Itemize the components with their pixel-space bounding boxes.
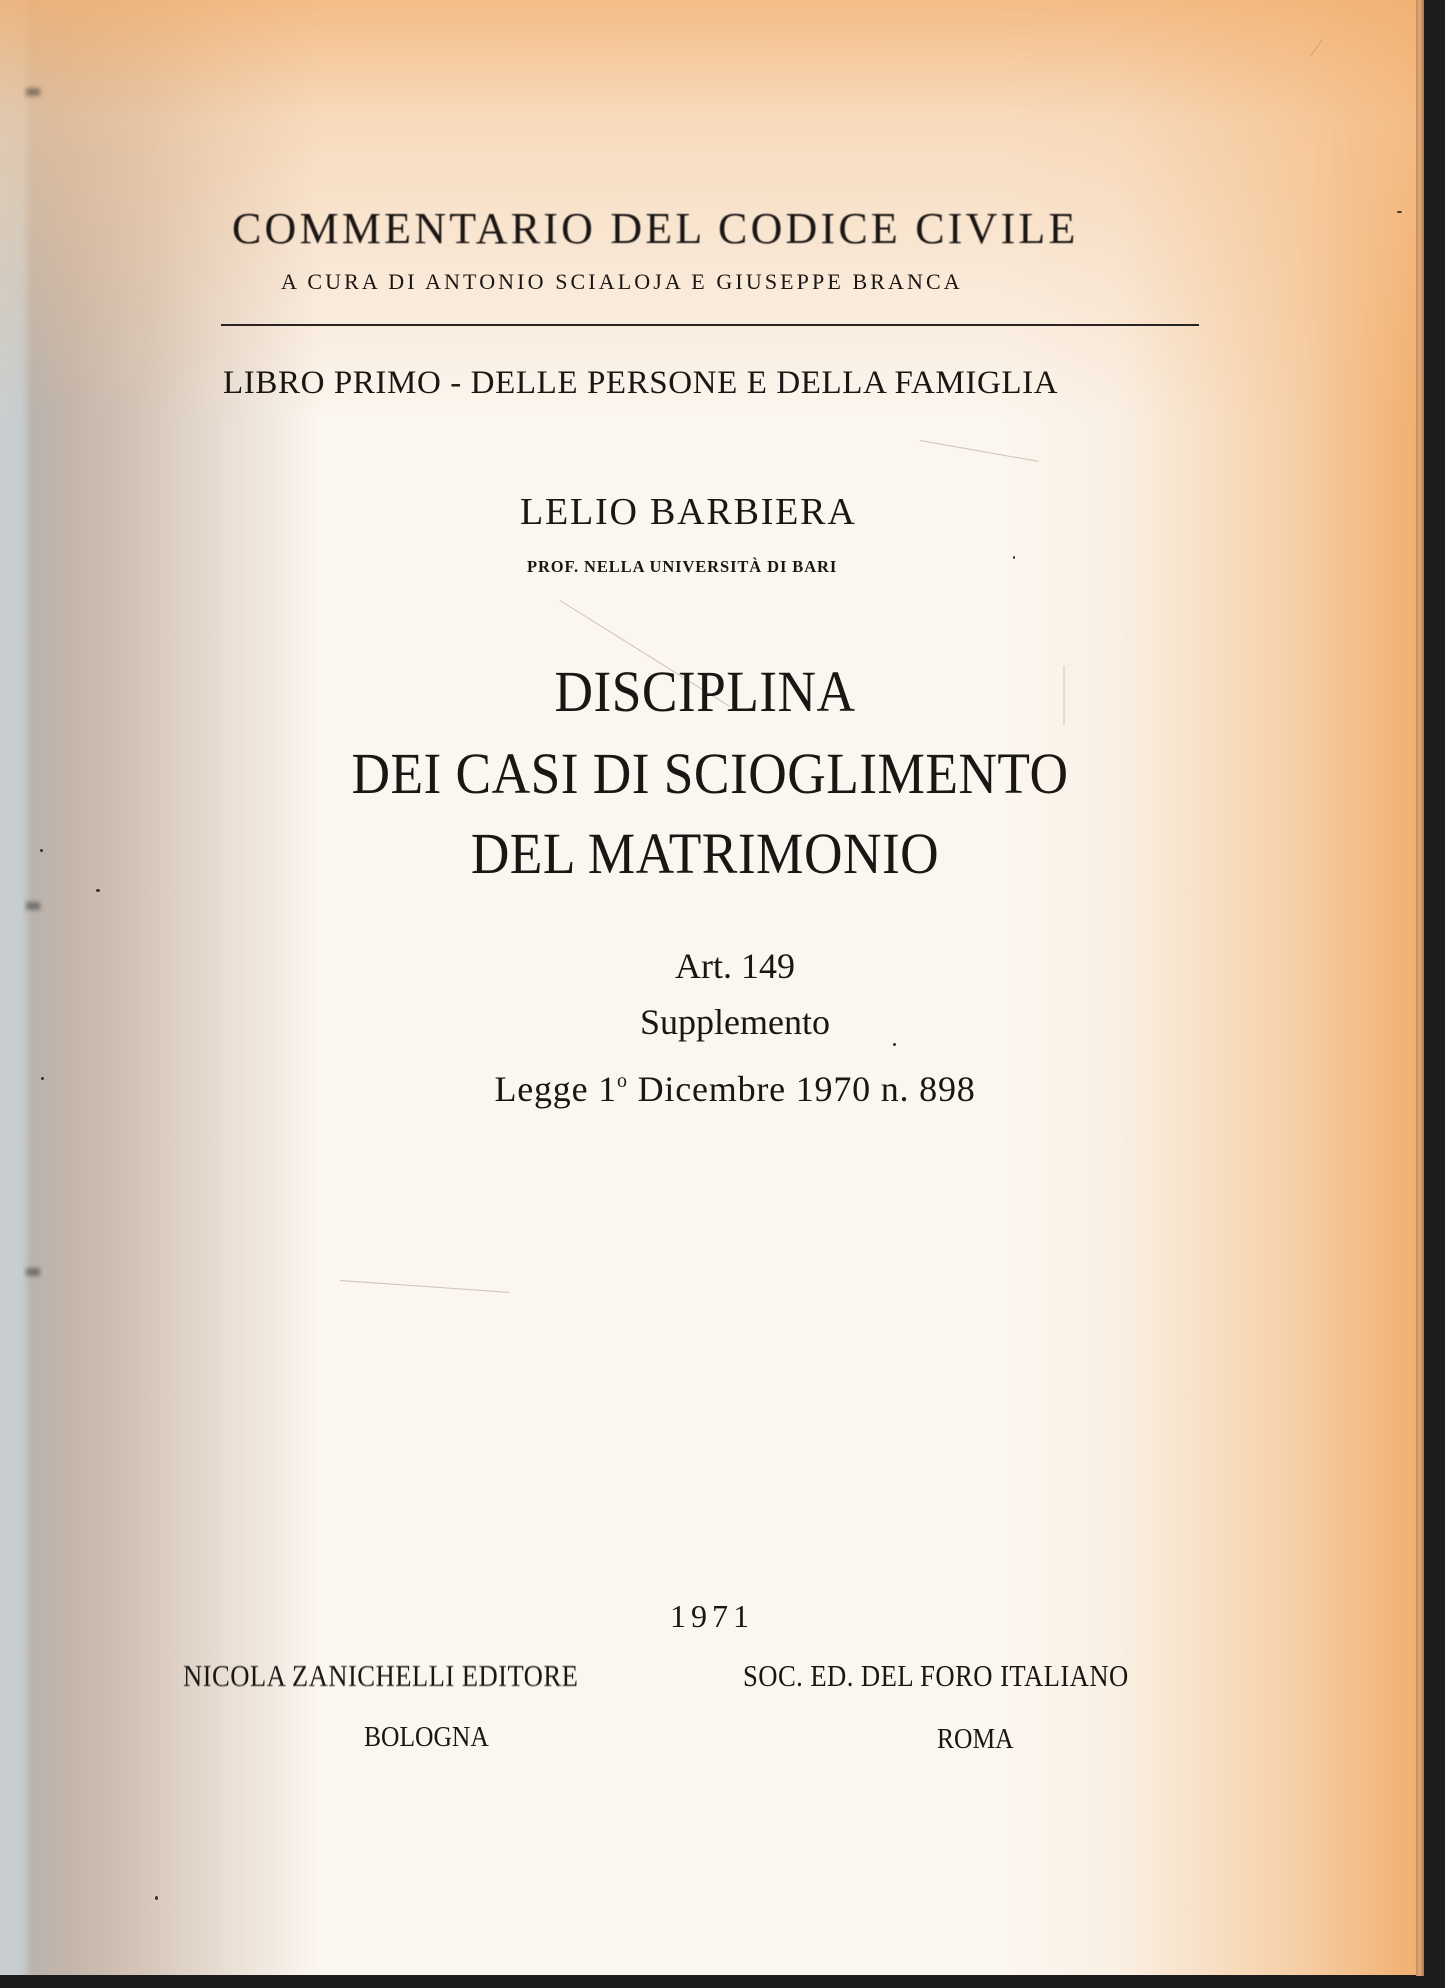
supplement-label: Supplemento (640, 1002, 830, 1042)
author-name: LELIO BARBIERA (520, 491, 857, 533)
publication-year: 1971 (670, 1598, 754, 1634)
book-title-line-1: DISCIPLINA (554, 659, 856, 724)
series-editors: A CURA DI ANTONIO SCIALOJA E GIUSEPPE BRANCA (281, 269, 963, 294)
page-edge (1416, 0, 1424, 1976)
law-suffix: Dicembre 1970 n. 898 (627, 1069, 976, 1109)
series-title: COMMENTARIO DEL CODICE CIVILE (232, 204, 1079, 253)
book-title-line-3: DEL MATRIMONIO (470, 821, 940, 886)
law-reference (410, 1059, 1060, 1111)
book-part-heading: LIBRO PRIMO - DELLE PERSONE E DELLA FAMIGLIA (223, 365, 1059, 401)
publisher-city-roma: ROMA (937, 1723, 1014, 1755)
horizontal-rule (221, 324, 1199, 326)
article-number: Art. 149 (675, 946, 795, 986)
law-prefix: Legge 1 (494, 1069, 617, 1109)
author-affiliation: PROF. NELLA UNIVERSITÀ DI BARI (527, 557, 838, 576)
book-title-line-2: DEI CASI DI SCIOGLIMENTO (351, 741, 1069, 806)
degree-sign: o (617, 1070, 628, 1092)
publisher-city-bologna: BOLOGNA (364, 1721, 489, 1753)
publisher-zanichelli: NICOLA ZANICHELLI EDITORE (183, 1658, 579, 1693)
publisher-foro-italiano: SOC. ED. DEL FORO ITALIANO (743, 1658, 1129, 1693)
